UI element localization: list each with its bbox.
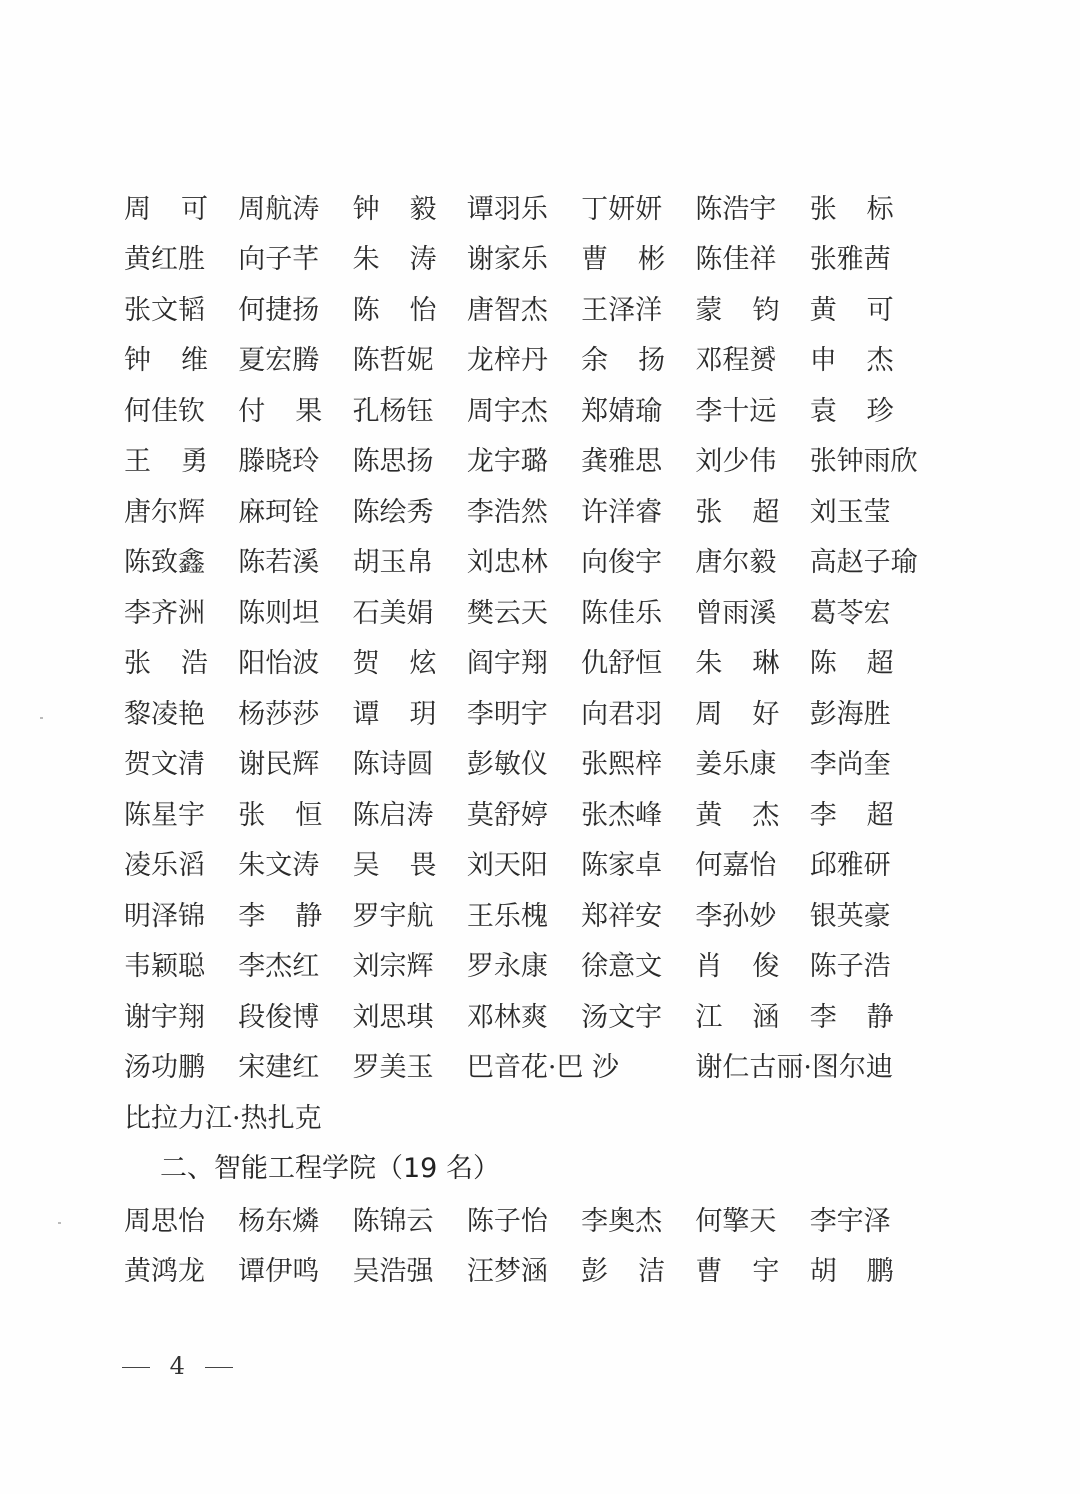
name-row — [124, 333, 924, 384]
name-entry: 陈星宇 — [124, 799, 205, 831]
name-entry: 何佳钦 — [124, 395, 205, 427]
name-entry: 曹彬 — [581, 244, 696, 276]
name-entry: 肖俊 — [695, 951, 810, 983]
name-entry: 夏宏腾 — [238, 345, 320, 377]
name-entry: 孔杨钰 — [352, 395, 434, 427]
name-list-section-1 — [124, 181, 924, 1141]
name-entry: 向君羽 — [581, 698, 663, 730]
name-entry: 高赵子瑜 — [809, 547, 918, 579]
name-entry: 汤文宇 — [581, 1001, 663, 1033]
name-entry: 王泽洋 — [581, 294, 663, 326]
name-entry: 莫舒婷 — [466, 799, 548, 831]
name-row — [124, 383, 924, 434]
name-row — [124, 1193, 924, 1244]
name-row — [124, 1244, 924, 1295]
name-entry: 黄杰 — [695, 799, 810, 831]
name-entry: 袁珍 — [809, 395, 924, 427]
name-entry: 杨莎莎 — [238, 698, 320, 730]
name-entry: 樊云天 — [466, 597, 548, 629]
name-entry: 丁妍妍 — [581, 193, 663, 225]
name-entry: 李奥杰 — [581, 1205, 663, 1237]
name-entry: 陈则坦 — [238, 597, 320, 629]
name-entry: 巴音花·巴 沙 — [466, 1052, 620, 1084]
name-entry: 刘少伟 — [695, 446, 777, 478]
page-number-dash-left — [122, 1367, 150, 1368]
name-entry: 石美娟 — [352, 597, 434, 629]
name-entry: 阳怡波 — [238, 648, 320, 680]
name-entry: 谭羽乐 — [466, 193, 548, 225]
name-entry: 张恒 — [238, 799, 353, 831]
name-entry: 郑祥安 — [581, 900, 663, 932]
name-entry: 李宇泽 — [809, 1205, 891, 1237]
name-entry: 何捷扬 — [238, 294, 320, 326]
name-entry: 许洋睿 — [581, 496, 663, 528]
name-entry: 滕晓玲 — [238, 446, 320, 478]
name-row — [124, 888, 924, 939]
name-entry: 江涵 — [695, 1001, 810, 1033]
name-entry: 张标 — [809, 193, 924, 225]
name-entry: 韦颖聪 — [124, 951, 205, 983]
name-list-section-2 — [124, 1193, 924, 1294]
name-entry: 张杰峰 — [581, 799, 663, 831]
page-number-value: 4 — [169, 1352, 185, 1380]
name-entry: 邱雅研 — [809, 850, 891, 882]
name-entry: 阎宇翔 — [466, 648, 548, 680]
name-entry: 曹宇 — [695, 1256, 810, 1288]
name-entry: 刘思琪 — [352, 1001, 434, 1033]
name-entry: 谢仁古丽·图尔迪 — [695, 1052, 894, 1084]
scan-speck — [40, 717, 43, 719]
name-entry: 李明宇 — [466, 698, 548, 730]
name-row — [124, 434, 924, 485]
name-entry: 李齐洲 — [124, 597, 205, 629]
name-entry: 张浩 — [124, 648, 238, 680]
name-entry: 李十远 — [695, 395, 777, 427]
name-entry: 陈浩宇 — [695, 193, 777, 225]
name-entry: 吴畏 — [352, 850, 467, 882]
name-row — [124, 787, 924, 838]
name-entry: 张熙梓 — [581, 749, 663, 781]
name-entry: 周好 — [695, 698, 810, 730]
name-entry: 汤功鹏 — [124, 1052, 205, 1084]
name-entry: 邓林爽 — [466, 1001, 548, 1033]
scan-speck — [58, 1222, 61, 1224]
name-entry: 黄鸿龙 — [124, 1256, 205, 1288]
name-entry: 李孙妙 — [695, 900, 777, 932]
name-entry: 唐尔辉 — [124, 496, 205, 528]
name-entry: 陈诗圆 — [352, 749, 434, 781]
name-entry: 刘玉莹 — [809, 496, 891, 528]
name-entry: 李静 — [238, 900, 353, 932]
name-row — [124, 939, 924, 990]
name-entry: 龙梓丹 — [466, 345, 548, 377]
name-entry: 陈哲妮 — [352, 345, 434, 377]
name-entry: 李浩然 — [466, 496, 548, 528]
name-entry: 钟毅 — [352, 193, 467, 225]
name-entry: 陈思扬 — [352, 446, 434, 478]
name-entry: 陈致鑫 — [124, 547, 205, 579]
name-entry: 唐智杰 — [466, 294, 548, 326]
name-entry: 郑婧瑜 — [581, 395, 663, 427]
name-entry: 张钟雨欣 — [809, 446, 918, 478]
name-entry: 明泽锦 — [124, 900, 205, 932]
name-row — [124, 686, 924, 737]
name-entry: 杨东燐 — [238, 1205, 320, 1237]
name-entry: 谢民辉 — [238, 749, 320, 781]
name-entry: 宋建红 — [238, 1052, 320, 1084]
name-entry: 周可 — [124, 193, 238, 225]
name-entry: 陈佳祥 — [695, 244, 777, 276]
name-entry: 张文韬 — [124, 294, 205, 326]
name-entry: 周宇杰 — [466, 395, 548, 427]
name-entry: 罗美玉 — [352, 1052, 434, 1084]
name-entry: 胡玉帛 — [352, 547, 434, 579]
name-row — [124, 282, 924, 333]
name-entry: 胡鹏 — [809, 1256, 924, 1288]
name-entry: 唐尔毅 — [695, 547, 777, 579]
name-entry: 黄红胜 — [124, 244, 205, 276]
name-entry: 罗宇航 — [352, 900, 434, 932]
name-entry: 陈绘秀 — [352, 496, 434, 528]
name-entry: 何擎天 — [695, 1205, 777, 1237]
name-row — [124, 838, 924, 889]
name-entry: 朱文涛 — [238, 850, 320, 882]
name-entry: 黎凌艳 — [124, 698, 205, 730]
name-entry: 龚雅思 — [581, 446, 663, 478]
name-row — [124, 636, 924, 687]
name-row — [124, 1040, 924, 1091]
name-row — [124, 737, 924, 788]
name-entry: 陈子浩 — [809, 951, 891, 983]
name-entry: 朱涛 — [352, 244, 467, 276]
name-entry: 陈子怡 — [466, 1205, 548, 1237]
name-entry: 陈怡 — [352, 294, 467, 326]
name-entry: 向子芊 — [238, 244, 320, 276]
name-entry: 周思怡 — [124, 1205, 205, 1237]
name-entry: 凌乐滔 — [124, 850, 205, 882]
name-entry: 陈若溪 — [238, 547, 320, 579]
name-entry: 汪梦涵 — [466, 1256, 548, 1288]
name-entry: 谭伊鸣 — [238, 1256, 320, 1288]
name-entry: 钟维 — [124, 345, 238, 377]
name-entry: 仇舒恒 — [581, 648, 663, 680]
name-entry: 李杰红 — [238, 951, 320, 983]
name-entry: 陈佳乐 — [581, 597, 663, 629]
name-entry: 刘宗辉 — [352, 951, 434, 983]
name-row — [124, 535, 924, 586]
name-entry: 彭海胜 — [809, 698, 891, 730]
name-entry: 陈超 — [809, 648, 924, 680]
name-entry: 刘忠林 — [466, 547, 548, 579]
name-entry: 姜乐康 — [695, 749, 777, 781]
name-entry: 何嘉怡 — [695, 850, 777, 882]
name-entry: 麻珂铨 — [238, 496, 320, 528]
name-entry: 刘天阳 — [466, 850, 548, 882]
name-entry: 邓程赟 — [695, 345, 777, 377]
name-entry: 朱琳 — [695, 648, 810, 680]
name-entry: 张雅茜 — [809, 244, 891, 276]
name-entry: 比拉力江·热扎克 — [124, 1102, 322, 1134]
name-entry: 张超 — [695, 496, 810, 528]
page-number-dash-right — [205, 1367, 233, 1368]
section-heading: 二、智能工程学院（19 名） — [160, 1153, 500, 1184]
name-entry: 申杰 — [809, 345, 924, 377]
name-entry: 龙宇璐 — [466, 446, 548, 478]
name-entry: 陈家卓 — [581, 850, 663, 882]
name-entry: 周航涛 — [238, 193, 320, 225]
name-row — [124, 1090, 924, 1141]
name-entry: 罗永康 — [466, 951, 548, 983]
name-entry: 谢家乐 — [466, 244, 548, 276]
name-entry: 吴浩强 — [352, 1256, 434, 1288]
name-entry: 付果 — [238, 395, 353, 427]
name-entry: 徐意文 — [581, 951, 663, 983]
name-entry: 余扬 — [581, 345, 696, 377]
name-row — [124, 989, 924, 1040]
name-entry: 陈启涛 — [352, 799, 434, 831]
name-row — [124, 585, 924, 636]
name-entry: 李超 — [809, 799, 924, 831]
name-entry: 彭洁 — [581, 1256, 696, 1288]
name-entry: 黄可 — [809, 294, 924, 326]
name-entry: 王乐槐 — [466, 900, 548, 932]
name-entry: 李静 — [809, 1001, 924, 1033]
name-entry: 段俊博 — [238, 1001, 320, 1033]
name-entry: 葛苓宏 — [809, 597, 891, 629]
name-entry: 王勇 — [124, 446, 238, 478]
page-number — [122, 1352, 233, 1380]
name-row — [124, 232, 924, 283]
name-entry: 彭敏仪 — [466, 749, 548, 781]
name-row — [124, 484, 924, 535]
name-entry: 谢宇翔 — [124, 1001, 205, 1033]
name-entry: 蒙钧 — [695, 294, 810, 326]
name-entry: 谭玥 — [352, 698, 467, 730]
name-entry: 向俊宇 — [581, 547, 663, 579]
name-entry: 陈锦云 — [352, 1205, 434, 1237]
name-entry: 李尚奎 — [809, 749, 891, 781]
name-entry: 贺炫 — [352, 648, 467, 680]
name-entry: 银英豪 — [809, 900, 891, 932]
name-row — [124, 181, 924, 232]
name-entry: 贺文清 — [124, 749, 205, 781]
name-entry: 曾雨溪 — [695, 597, 777, 629]
